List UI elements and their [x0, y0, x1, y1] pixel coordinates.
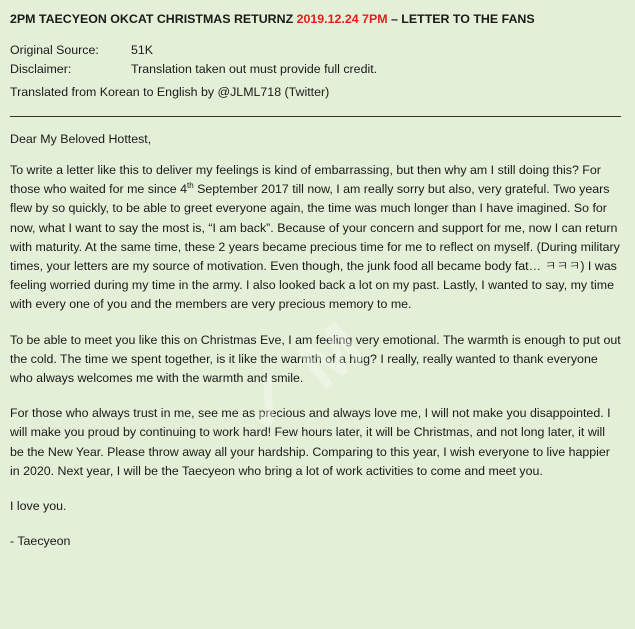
watermark-logo: ✓ M: [222, 306, 378, 452]
title-date: 2019.12.24 7PM: [296, 12, 388, 26]
divider: [10, 116, 621, 117]
letter-paragraph-1: [10, 161, 621, 315]
letter-paragraph-3: For those who always trust in me, see me as precious and always love me, I will not make you disappointed. I will make you proud by continuing to work hard! Few hours later, it will be Christmas, and not long later, it will be the New Year. Please throw away all your hardship. Comparing to this year, I wish everyone to live happier in 2020. Next year, I will be the Taecyeon who bring a lot of work activities to come and meet you.: [10, 406, 611, 478]
source-value: 51K: [131, 43, 154, 58]
letter-closing: I love you.: [10, 499, 67, 514]
p1-superscript: th: [187, 181, 194, 191]
disclaimer-row: [10, 60, 621, 79]
page-title: [10, 10, 621, 29]
translator-credit: Translated from Korean to English by @JLML718 (Twitter): [10, 84, 330, 99]
source-row: [10, 41, 621, 60]
p1-text-end: September 2017 till now, I am really sorry but also, very grateful. Two years flew by so quickly, to be able to greet everyone again, the time was much longer than I have imagined. So for now, what I want to say the most is, “I am back”. Because of your concern and support for me, now I can return with maturity. At the same time, these 2 years became precious time for me to reflect on myself. (During military times, your letters are my source of motivation. Even though, the junk food all became body fat… ㅋㅋㅋ) I was feeling worried during my time in the army. I also looked back a lot on my past. Lastly, I wanted to say, my time with every one of you and the members are very precious memory to me.: [10, 182, 620, 312]
letter-greeting: Dear My Beloved Hottest,: [10, 131, 152, 146]
p1-text-start: To write a letter like this to deliver my feelings is kind of embarrassing, but then why am I still doing this? For those who waited for me since 4: [10, 163, 601, 197]
letter-signature: - Taecyeon: [10, 534, 71, 549]
title-suffix: – LETTER TO THE FANS: [387, 12, 535, 26]
disclaimer-label: Disclaimer:: [10, 62, 72, 77]
letter-paragraph-2: To be able to meet you like this on Christmas Eve, I am feeling very emotional. The warmth is enough to put out the cold. The time we spent together, is it like the warmth of a hug? I really, really wanted to thank everyone who always welcomes me with the warmth and smile.: [10, 332, 621, 386]
title-prefix: 2PM TAECYEON OKCAT CHRISTMAS RETURNZ: [10, 12, 297, 26]
source-label: Original Source:: [10, 43, 99, 58]
disclaimer-value: Translation taken out must provide full credit.: [131, 62, 378, 77]
